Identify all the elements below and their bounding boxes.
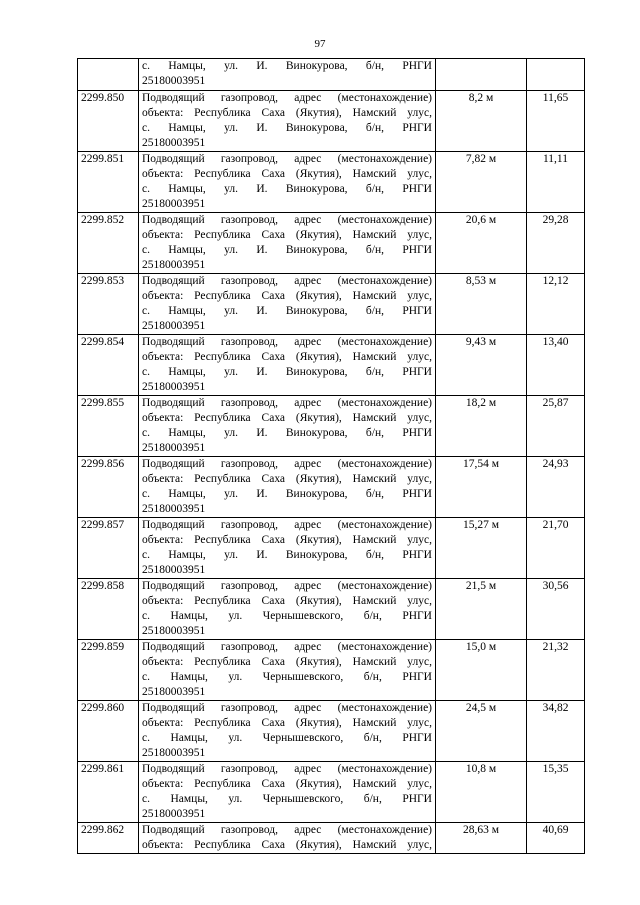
table-row xyxy=(78,274,585,335)
cell-description xyxy=(139,274,436,335)
cell-length: 17,54 м xyxy=(436,457,527,518)
cell-length: 20,6 м xyxy=(436,213,527,274)
cell-length: 8,2 м xyxy=(436,91,527,152)
cell-number: 2299.857 xyxy=(78,518,139,579)
description-line: с. Намцы, ул. И. Винокурова, б/н, РНГИ xyxy=(142,487,432,500)
cell-number xyxy=(78,59,139,91)
cell-number: 2299.850 xyxy=(78,91,139,152)
cell-description xyxy=(139,213,436,274)
description-line: Подводящий газопровод, адрес (местонахождение) xyxy=(142,92,432,104)
cell-value: 13,40 xyxy=(527,335,585,396)
cell-description xyxy=(139,640,436,701)
cell-description xyxy=(139,701,436,762)
cell-description xyxy=(139,457,436,518)
cell-value: 21,70 xyxy=(527,518,585,579)
cell-value: 15,35 xyxy=(527,762,585,823)
cell-length: 7,82 м xyxy=(436,152,527,213)
table-row xyxy=(78,152,585,213)
cell-number: 2299.859 xyxy=(78,640,139,701)
cell-number: 2299.862 xyxy=(78,823,139,854)
description-line: объекта: Республика Саха (Якутия), Намский улус, xyxy=(142,594,432,607)
description-line: 25180003951 xyxy=(142,380,206,393)
cell-value: 29,28 xyxy=(527,213,585,274)
cell-description xyxy=(139,579,436,640)
description-line: с. Намцы, ул. И. Винокурова, б/н, РНГИ xyxy=(142,426,432,439)
cell-length xyxy=(436,59,527,91)
table-row-continued xyxy=(78,59,585,91)
cell-value xyxy=(527,59,585,91)
cell-value: 21,32 xyxy=(527,640,585,701)
description-line: с. Намцы, ул. И. Винокурова, б/н, РНГИ xyxy=(142,182,432,195)
description-line: Подводящий газопровод, адрес (местонахождение) xyxy=(142,153,432,165)
cell-number: 2299.851 xyxy=(78,152,139,213)
table-row xyxy=(78,640,585,701)
description-line: с. Намцы, ул. И. Винокурова, б/н, РНГИ xyxy=(142,548,432,561)
description-line: 25180003951 xyxy=(142,563,206,576)
description-line: Подводящий газопровод, адрес (местонахождение) xyxy=(142,397,432,409)
table-row xyxy=(78,518,585,579)
cell-number: 2299.855 xyxy=(78,396,139,457)
description-line: 25180003951 xyxy=(142,502,206,515)
description-line: 25180003951 xyxy=(142,746,206,759)
table-row xyxy=(78,335,585,396)
cell-length: 8,53 м xyxy=(436,274,527,335)
cell-value: 34,82 xyxy=(527,701,585,762)
description-line: объекта: Республика Саха (Якутия), Намский улус, xyxy=(142,411,432,424)
cell-description xyxy=(139,518,436,579)
cell-length: 15,27 м xyxy=(436,518,527,579)
description-line: Подводящий газопровод, адрес (местонахождение) xyxy=(142,641,432,653)
description-line: 25180003951 xyxy=(142,685,206,698)
cell-length: 18,2 м xyxy=(436,396,527,457)
registry-table xyxy=(77,58,585,854)
cell-description xyxy=(139,823,436,854)
cell-description xyxy=(139,59,436,91)
description-line: с. Намцы, ул. Чернышевского, б/н, РНГИ xyxy=(142,670,432,683)
description-line: с. Намцы, ул. Чернышевского, б/н, РНГИ xyxy=(142,792,432,805)
cell-description xyxy=(139,91,436,152)
cell-value: 24,93 xyxy=(527,457,585,518)
cell-length: 24,5 м xyxy=(436,701,527,762)
description-line: Подводящий газопровод, адрес (местонахождение) xyxy=(142,519,432,531)
cell-value: 11,11 xyxy=(527,152,585,213)
description-line: объекта: Республика Саха (Якутия), Намский улус, xyxy=(142,838,432,851)
description-line: Подводящий газопровод, адрес (местонахождение) xyxy=(142,458,432,470)
description-line: 25180003951 xyxy=(142,441,206,454)
cell-length: 21,5 м xyxy=(436,579,527,640)
description-line: с. Намцы, ул. И. Винокурова, б/н, РНГИ xyxy=(142,304,432,317)
table-row xyxy=(78,762,585,823)
cell-number: 2299.856 xyxy=(78,457,139,518)
description-line: объекта: Республика Саха (Якутия), Намский улус, xyxy=(142,533,432,546)
description-line: объекта: Республика Саха (Якутия), Намский улус, xyxy=(142,289,432,302)
description-line: объекта: Республика Саха (Якутия), Намский улус, xyxy=(142,716,432,729)
cell-length: 9,43 м xyxy=(436,335,527,396)
cell-value: 30,56 xyxy=(527,579,585,640)
description-line: с. Намцы, ул. И. Винокурова, б/н, РНГИ xyxy=(142,121,432,134)
description-line: объекта: Республика Саха (Якутия), Намский улус, xyxy=(142,228,432,241)
cell-length: 28,63 м xyxy=(436,823,527,854)
description-line: с. Намцы, ул. И. Винокурова, б/н, РНГИ xyxy=(142,365,432,378)
description-line: с. Намцы, ул. Чернышевского, б/н, РНГИ xyxy=(142,731,432,744)
description-line: 25180003951 xyxy=(142,258,206,271)
cell-description xyxy=(139,396,436,457)
description-line: объекта: Республика Саха (Якутия), Намский улус, xyxy=(142,167,432,180)
description-line: Подводящий газопровод, адрес (местонахождение) xyxy=(142,580,432,592)
table-row xyxy=(78,91,585,152)
description-line: Подводящий газопровод, адрес (местонахождение) xyxy=(142,336,432,348)
description-line: 25180003951 xyxy=(142,74,206,87)
table-row xyxy=(78,823,585,854)
table-row xyxy=(78,457,585,518)
description-line: 25180003951 xyxy=(142,136,206,149)
description-line: Подводящий газопровод, адрес (местонахождение) xyxy=(142,824,432,836)
cell-number: 2299.853 xyxy=(78,274,139,335)
cell-length: 15,0 м xyxy=(436,640,527,701)
description-line: Подводящий газопровод, адрес (местонахождение) xyxy=(142,763,432,775)
cell-number: 2299.861 xyxy=(78,762,139,823)
table-row xyxy=(78,579,585,640)
cell-value: 25,87 xyxy=(527,396,585,457)
description-line: с. Намцы, ул. Чернышевского, б/н, РНГИ xyxy=(142,609,432,622)
table-row xyxy=(78,213,585,274)
cell-description xyxy=(139,335,436,396)
cell-description xyxy=(139,152,436,213)
cell-value: 40,69 xyxy=(527,823,585,854)
description-line: Подводящий газопровод, адрес (местонахождение) xyxy=(142,214,432,226)
page-number: 97 xyxy=(314,38,326,50)
description-line: Подводящий газопровод, адрес (местонахождение) xyxy=(142,275,432,287)
description-line: 25180003951 xyxy=(142,319,206,332)
cell-value: 12,12 xyxy=(527,274,585,335)
cell-number: 2299.860 xyxy=(78,701,139,762)
cell-length: 10,8 м xyxy=(436,762,527,823)
description-line: с. Намцы, ул. И. Винокурова, б/н, РНГИ xyxy=(142,60,432,72)
cell-description xyxy=(139,762,436,823)
description-line: объекта: Республика Саха (Якутия), Намский улус, xyxy=(142,106,432,119)
cell-number: 2299.858 xyxy=(78,579,139,640)
description-line: 25180003951 xyxy=(142,807,206,820)
description-line: объекта: Республика Саха (Якутия), Намский улус, xyxy=(142,777,432,790)
description-line: Подводящий газопровод, адрес (местонахождение) xyxy=(142,702,432,714)
description-line: 25180003951 xyxy=(142,197,206,210)
registry-table-body xyxy=(78,59,585,854)
description-line: с. Намцы, ул. И. Винокурова, б/н, РНГИ xyxy=(142,243,432,256)
description-line: объекта: Республика Саха (Якутия), Намский улус, xyxy=(142,655,432,668)
description-line: 25180003951 xyxy=(142,624,206,637)
cell-number: 2299.854 xyxy=(78,335,139,396)
table-row xyxy=(78,701,585,762)
description-line: объекта: Республика Саха (Якутия), Намский улус, xyxy=(142,350,432,363)
cell-number: 2299.852 xyxy=(78,213,139,274)
cell-value: 11,65 xyxy=(527,91,585,152)
table-row xyxy=(78,396,585,457)
description-line: объекта: Республика Саха (Якутия), Намский улус, xyxy=(142,472,432,485)
